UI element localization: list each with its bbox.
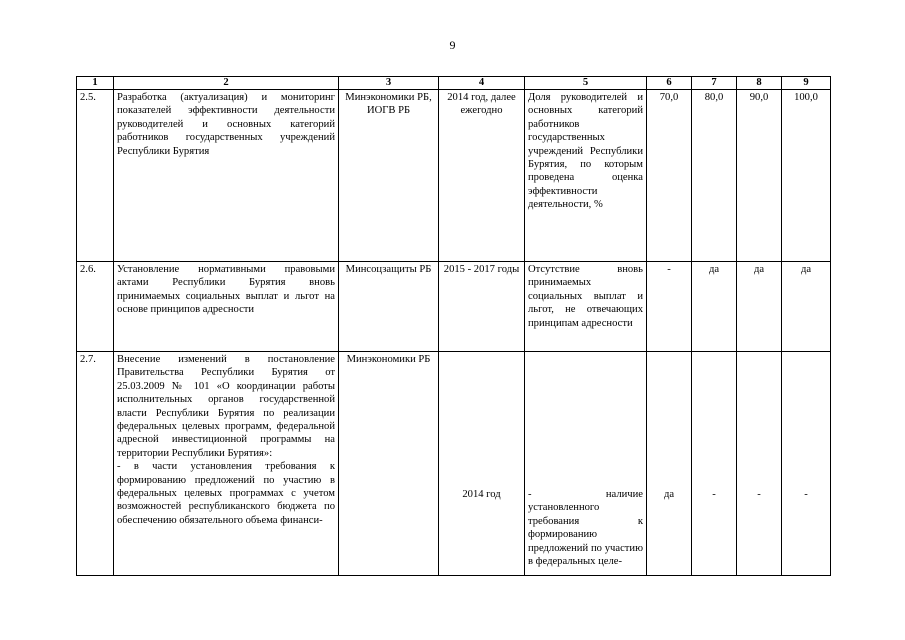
period-cell: 2014 год, далее ежегодно	[439, 90, 525, 262]
row-number: 2.6.	[77, 262, 114, 352]
value-cell: 70,0	[647, 90, 692, 262]
column-header: 1	[77, 77, 114, 90]
executor-cell: Минэкономики РБ, ИОГВ РБ	[339, 90, 439, 262]
period-cell	[439, 352, 525, 576]
column-header: 8	[737, 77, 782, 90]
period-cell: 2015 - 2017 годы	[439, 262, 525, 352]
row-number: 2.7.	[77, 352, 114, 576]
indicator-cell: Доля руководителей и основных категорий работников государственных учреждений Республики Бурятия, по которым проведена оценка эффективности деятельности, %	[525, 90, 647, 262]
indicator-cell: Отсутствие вновь принимаемых социальных выплат и льгот, не отвечающих принципам адресности	[525, 262, 647, 352]
table-header-row	[77, 77, 831, 90]
action-cell: Установление нормативными правовыми актами Республики Бурятия вновь принимаемых социальных выплат и льгот на основе принципов адресности	[114, 262, 339, 352]
table-row	[77, 352, 831, 576]
executor-cell: Минэкономики РБ	[339, 352, 439, 576]
value-cell	[737, 352, 782, 576]
table-row	[77, 90, 831, 262]
action-cell	[114, 352, 339, 576]
value-text: да	[663, 489, 675, 500]
value-text: -	[712, 489, 716, 500]
column-header: 5	[525, 77, 647, 90]
period-text: 2014 год	[462, 489, 501, 500]
column-header: 6	[647, 77, 692, 90]
action-intro-text: Внесение изменений в постановление Правительства Республики Бурятия от 25.03.2009 № 101 «О координации работы исполнительных органов государственной власти Республики Бурятия по реализации федеральных целевых программ, федеральной адресной инвестиционной программы на территории Республики Бурятия»:	[117, 354, 335, 459]
value-cell	[647, 352, 692, 576]
value-cell: да	[782, 262, 831, 352]
column-header: 7	[692, 77, 737, 90]
value-cell: да	[737, 262, 782, 352]
column-header: 4	[439, 77, 525, 90]
column-header: 2	[114, 77, 339, 90]
action-cell: Разработка (актуализация) и мониторинг показателей эффективности деятельности руководителей и основных категорий работников государственных учреждений Республики Бурятия	[114, 90, 339, 262]
value-cell: 80,0	[692, 90, 737, 262]
page-number: 9	[449, 38, 456, 52]
executor-cell: Минсоцзащиты РБ	[339, 262, 439, 352]
value-text: -	[804, 489, 808, 500]
value-cell: да	[692, 262, 737, 352]
value-text: -	[757, 489, 761, 500]
action-subitem-text: - в части установления требования к формированию предложений по участию в федеральных целевых программах с учетом возможностей республиканского бюджета по обеспечению обязательного объема финанси-	[117, 461, 335, 526]
column-header: 3	[339, 77, 439, 90]
table-row	[77, 262, 831, 352]
row-number: 2.5.	[77, 90, 114, 262]
value-cell: -	[647, 262, 692, 352]
column-header: 9	[782, 77, 831, 90]
value-cell	[782, 352, 831, 576]
measures-table	[76, 76, 831, 576]
indicator-cell	[525, 352, 647, 576]
value-cell: 90,0	[737, 90, 782, 262]
indicator-text: - наличие установленного требования к формированию предложений по участию в федеральных целе-	[528, 489, 643, 568]
value-cell	[692, 352, 737, 576]
value-cell: 100,0	[782, 90, 831, 262]
